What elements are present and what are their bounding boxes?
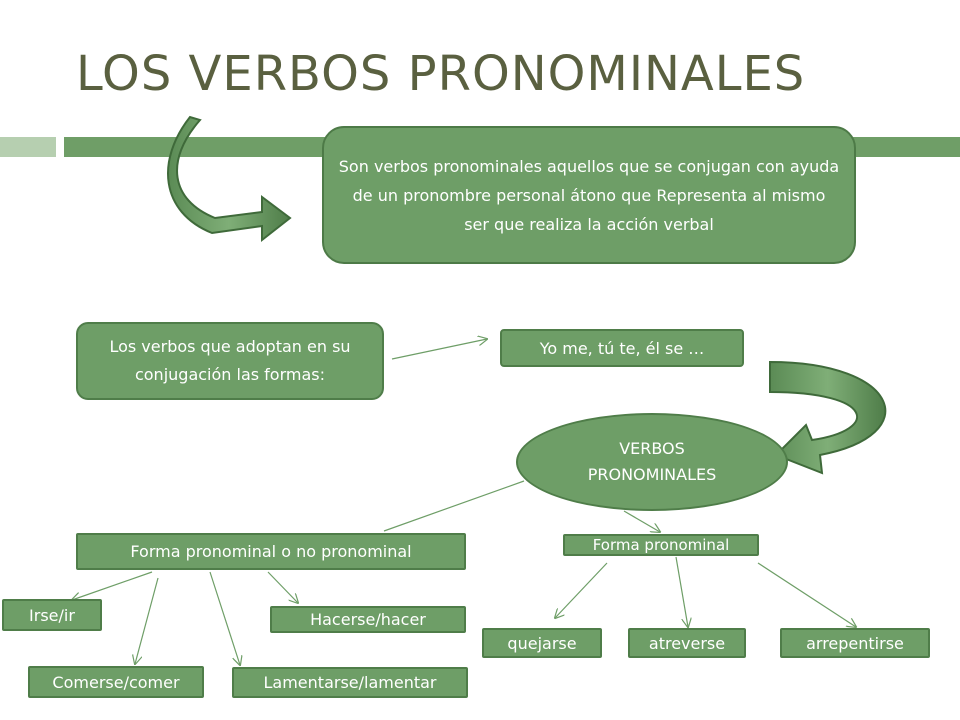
- center-node: [516, 413, 788, 511]
- branch-left-label: Forma pronominal o no pronominal: [76, 533, 466, 570]
- connector-adopt-to-pronouns: [392, 339, 487, 359]
- connector-center-to-right: [624, 511, 660, 532]
- leaf-comerse: Comerse/comer: [28, 666, 204, 698]
- leaf-irse: Irse/ir: [2, 599, 102, 631]
- connector-to-irse: [72, 572, 152, 600]
- curved-arrow-title-icon: [168, 117, 290, 240]
- leaf-arrepentirse: arrepentirse: [780, 628, 930, 658]
- connector-to-lamentarse: [210, 572, 240, 665]
- definition-box: Son verbos pronominales aquellos que se conjugan con ayuda de un pronombre personal átono que Representa al mismo ser que realiza la acción verbal: [322, 126, 856, 264]
- connector-to-quejarse: [555, 563, 607, 618]
- leaf-hacerse: Hacerse/hacer: [270, 606, 466, 633]
- leaf-quejarse: quejarse: [482, 628, 602, 658]
- connector-to-comerse: [135, 578, 158, 664]
- adopt-forms-box: Los verbos que adoptan en su conjugación las formas:: [76, 322, 384, 400]
- branch-right-label: Forma pronominal: [563, 534, 759, 556]
- connector-to-atreverse: [676, 557, 688, 627]
- leaf-lamentarse: Lamentarse/lamentar: [232, 667, 468, 698]
- center-node-label: VERBOS PRONOMINALES: [587, 439, 717, 484]
- pronouns-box: Yo me, tú te, él se …: [500, 329, 744, 367]
- connector-center-to-left: [384, 481, 524, 531]
- leaf-atreverse: atreverse: [628, 628, 746, 658]
- connector-to-hacerse: [268, 572, 298, 603]
- connector-to-arrepentirse: [758, 563, 856, 627]
- page-title: LOS VERBOS PRONOMINALES: [76, 46, 806, 102]
